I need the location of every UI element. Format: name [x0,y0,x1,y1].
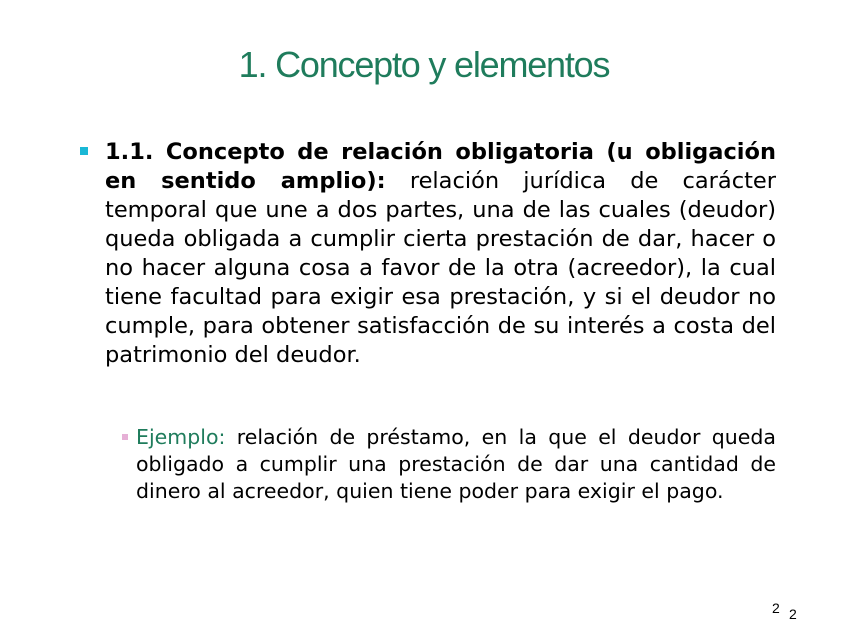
bullet-heading: 1.1. Concepto de relación obligatoria (u obligación en sentido amplio): [105,139,776,194]
bullet-body: relación jurídica de carácter temporal que une a dos partes, una de las cuales (deudor) queda obligada a cumplir cierta prestación de dar, hacer o no hacer alguna cosa a favor de la otra (acreedor), la cual tiene facultad para exigir esa prestación, y si el deudor no cumple, para obtener satisfacción de su interés a costa del patrimonio del deudor. [105,168,777,368]
bullet-item-concepto [80,138,776,370]
sub-bullet-item-ejemplo [122,424,776,505]
page-number-secondary: 2 [789,606,797,622]
slide-title: 1. Concepto y elementos [238,44,610,85]
sub-bullet-paragraph [136,424,776,505]
sub-bullet-label: Ejemplo: [136,425,226,449]
square-bullet-icon [80,147,88,155]
bullet-paragraph [105,138,776,370]
sub-bullet-body: relación de préstamo, en la que el deudor queda obligado a cumplir una prestación de dar una cantidad de dinero al acreedor, quien tiene poder para exigir el pago. [136,425,776,503]
small-square-bullet-icon [122,434,128,440]
page-number: 2 [772,600,780,616]
